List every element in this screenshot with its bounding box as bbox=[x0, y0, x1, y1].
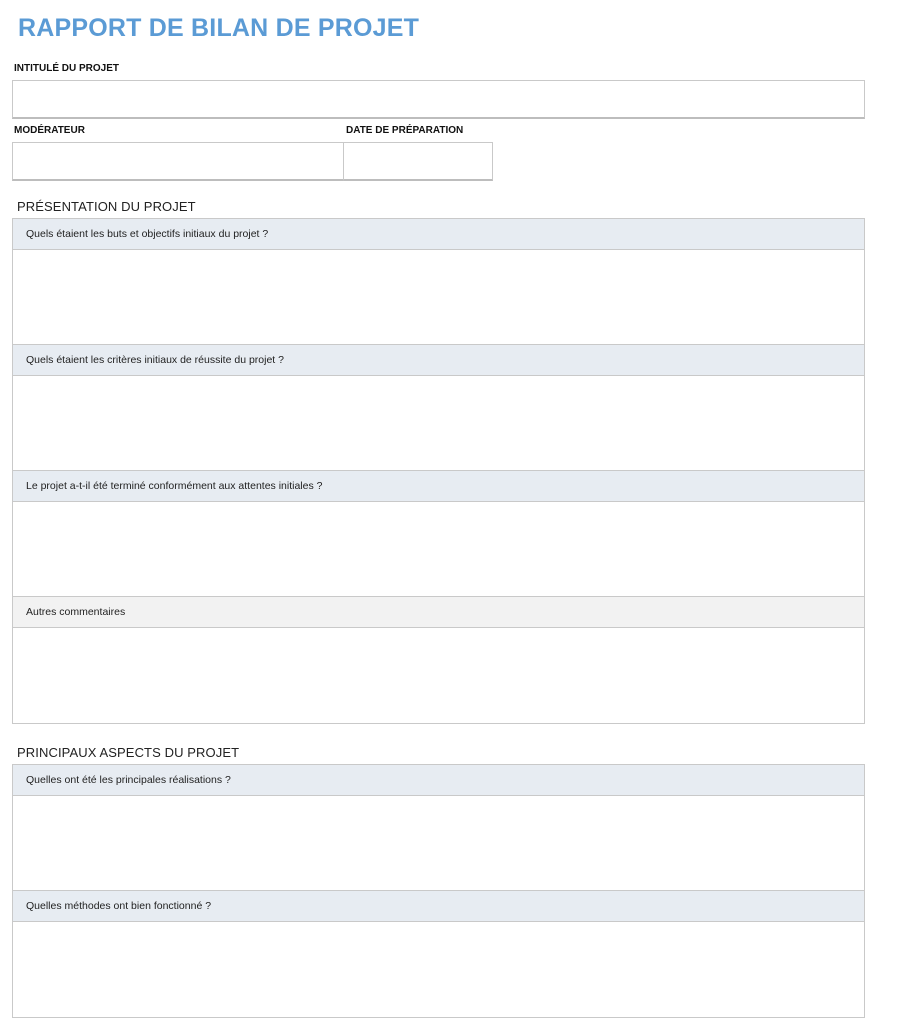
main-aspects-table bbox=[12, 764, 865, 1018]
prep-date-label: DATE DE PRÉPARATION bbox=[346, 125, 464, 136]
question-label: Quels étaient les buts et objectifs initiaux du projet ? bbox=[13, 219, 864, 250]
answer-field-achievements[interactable] bbox=[13, 796, 864, 891]
answer-field-methods[interactable] bbox=[13, 922, 864, 1017]
prep-date-field[interactable] bbox=[343, 142, 493, 181]
answer-field-goals[interactable] bbox=[13, 250, 864, 345]
question-label: Quels étaient les critères initiaux de réussite du projet ? bbox=[13, 345, 864, 376]
project-title-label: INTITULÉ DU PROJET bbox=[14, 63, 120, 74]
answer-field-success-criteria[interactable] bbox=[13, 376, 864, 471]
answer-field-expectations[interactable] bbox=[13, 502, 864, 597]
section-title-main-aspects: PRINCIPAUX ASPECTS DU PROJET bbox=[17, 745, 240, 760]
question-label: Le projet a-t-il été terminé conformément aux attentes initiales ? bbox=[13, 471, 864, 502]
section-title-presentation: PRÉSENTATION DU PROJET bbox=[17, 199, 196, 214]
moderator-field[interactable] bbox=[12, 142, 344, 181]
question-label: Autres commentaires bbox=[13, 597, 864, 628]
presentation-table bbox=[12, 218, 865, 724]
moderator-label: MODÉRATEUR bbox=[14, 125, 85, 136]
question-label: Quelles méthodes ont bien fonctionné ? bbox=[13, 891, 864, 922]
question-label: Quelles ont été les principales réalisations ? bbox=[13, 765, 864, 796]
document-title: RAPPORT DE BILAN DE PROJET bbox=[18, 14, 420, 42]
project-title-field[interactable] bbox=[12, 80, 865, 119]
answer-field-other-comments[interactable] bbox=[13, 628, 864, 723]
